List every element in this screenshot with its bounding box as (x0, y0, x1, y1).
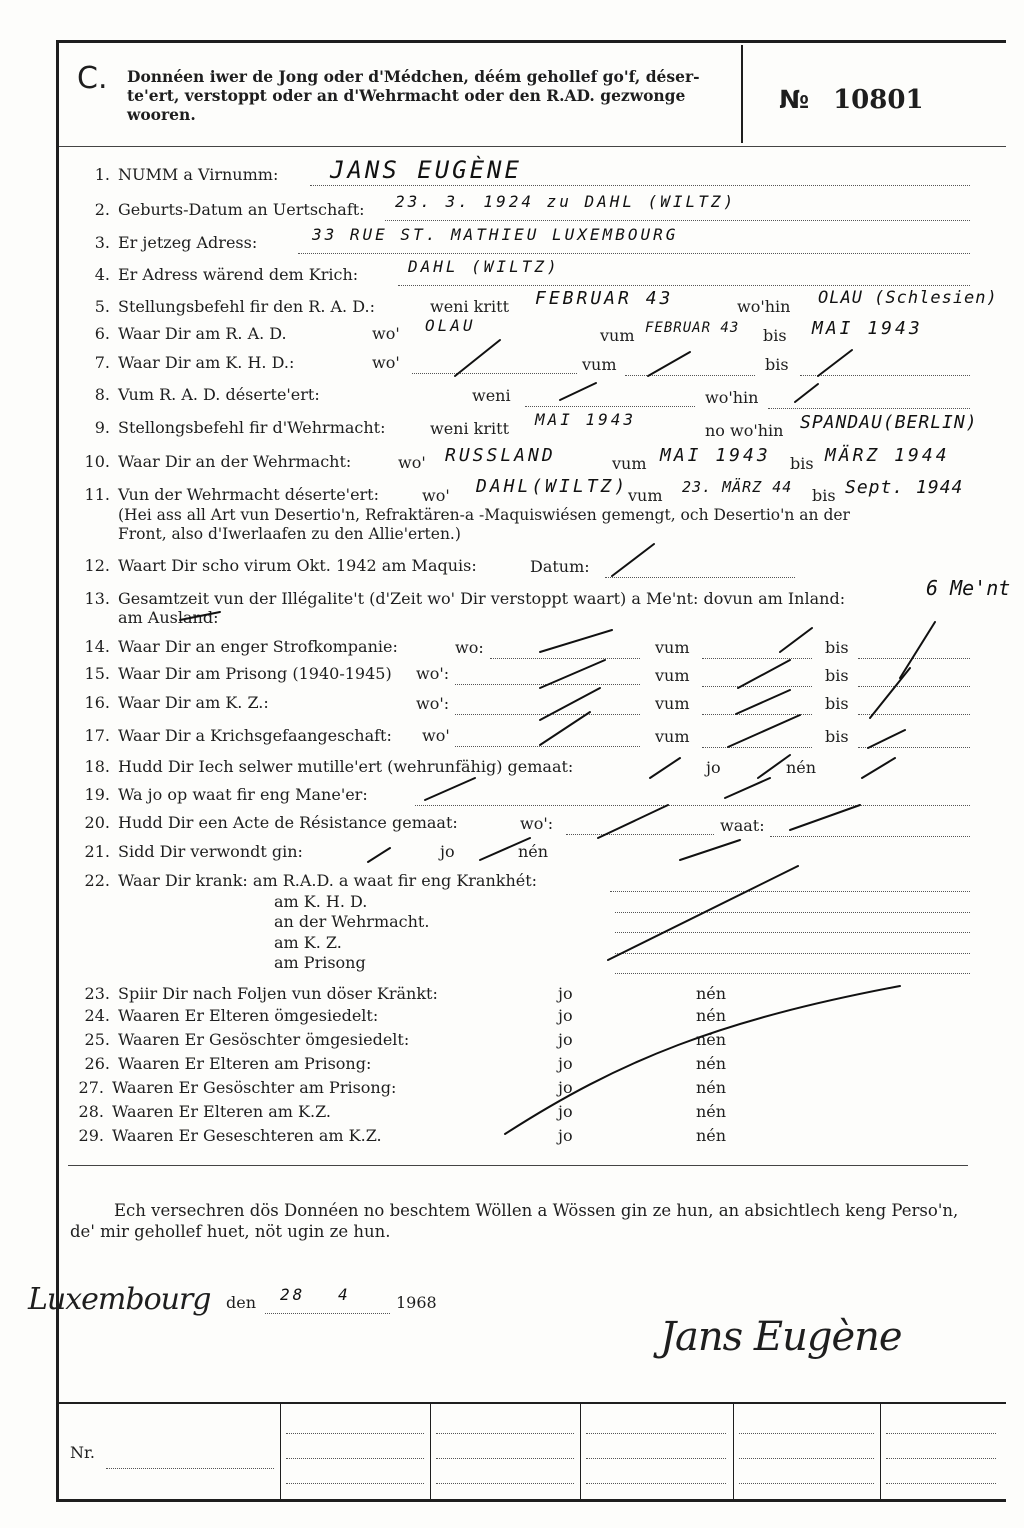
field-label: wo': (416, 664, 450, 683)
dotted-line (770, 823, 970, 837)
field-label: wo' (398, 453, 426, 472)
nr-label: Nr. (70, 1443, 95, 1462)
field-label: am Ausland: (118, 608, 219, 627)
row-20 (68, 813, 458, 832)
row-6 (68, 324, 287, 343)
wehrmacht-destination: SPANDAU(BERLIN) (800, 412, 978, 433)
field-label: nén (696, 984, 727, 1003)
dotted-line (298, 240, 970, 254)
row-number: 18. (84, 757, 110, 776)
dotted-line (610, 878, 970, 892)
illegality-duration: 6 Me'nt (926, 576, 1011, 600)
desertion-until: Sept. 1944 (845, 477, 964, 498)
illness-subfield: an der Wehrmacht. (274, 912, 430, 931)
row-label: Waar Dir am K. Z.: (118, 693, 269, 712)
row-number: 7. (94, 353, 110, 372)
row-number: 10. (84, 452, 110, 471)
row-label: Geburts-Datum an Uertschaft: (118, 200, 365, 219)
dotted-line (858, 701, 970, 715)
row-1 (68, 165, 278, 184)
rad-place: OLAU (425, 316, 476, 335)
row-label: Waar Dir a Krichsgefaangeschaft: (118, 726, 392, 745)
date-year: 1968 (396, 1293, 437, 1312)
row-15 (68, 664, 392, 683)
field-label: weni kritt (430, 297, 509, 316)
row-22 (68, 871, 537, 890)
field-label: jo (558, 1078, 573, 1097)
row-label: Waar Dir an enger Strofkompanie: (118, 637, 398, 656)
form-header (59, 43, 1006, 147)
dotted-line (436, 1420, 574, 1434)
dotted-line (615, 940, 970, 954)
row-label: Spiir Dir nach Foljen vun döser Kränkt: (118, 984, 438, 1003)
dotted-line (702, 734, 812, 748)
row-number: 17. (84, 726, 110, 745)
illness-subfield: am K. Z. (274, 933, 342, 952)
dotted-line (398, 272, 970, 286)
section-letter: C. (77, 61, 108, 96)
desertion-note: (Hei ass all Art vun Desertio'n, Refraktären-a -Maquiswiésen gemengt, och Desertio'n an der (118, 506, 850, 524)
wehrmacht-order-date: MAI 1943 (535, 410, 637, 429)
form-number: 10801 (833, 85, 924, 115)
dotted-line (286, 1470, 424, 1484)
field-label: vum (600, 326, 635, 345)
field-label: jo (706, 758, 721, 777)
declaration-text: Ech versechren dös Donnéen no beschtem Wöllen a Wössen gin ze hun, an absichtlech keng Perso'n, de' mir gehollef huet, nöt ugin ze hun. (70, 1201, 959, 1241)
field-label: jo (558, 1126, 573, 1145)
dotted-line (702, 673, 812, 687)
row-number: 4. (94, 265, 110, 284)
row-number: 5. (94, 297, 110, 316)
dotted-line (412, 360, 577, 374)
dotted-line (739, 1420, 874, 1434)
row-28 (62, 1102, 331, 1121)
row-3 (68, 233, 257, 252)
row-number: 2. (94, 200, 110, 219)
dotted-line (286, 1420, 424, 1434)
name-value: JANS EUGÈNE (330, 156, 522, 184)
row-label: Stellongsbefehl fir d'Wehrmacht: (118, 418, 386, 437)
table-top-border (59, 1402, 1006, 1404)
illness-subfield: am K. H. D. (274, 892, 368, 911)
field-label: bis (825, 727, 849, 746)
field-label: wo' (422, 726, 450, 745)
dotted-line (605, 564, 795, 578)
row-18 (68, 757, 573, 776)
field-label: bis (765, 355, 789, 374)
row-number: 14. (84, 637, 110, 656)
field-label: wo': (416, 694, 450, 713)
row-number: 13. (84, 589, 110, 608)
dotted-line (886, 1420, 996, 1434)
field-label: nén (696, 1078, 727, 1097)
dotted-line (525, 393, 695, 407)
field-label: vum (655, 694, 690, 713)
separator-line (68, 1165, 968, 1166)
field-label: wo' (372, 324, 400, 343)
field-label: vum (582, 355, 617, 374)
row-number: 8. (94, 385, 110, 404)
row-number: 12. (84, 556, 110, 575)
table-column-divider (580, 1403, 581, 1501)
table-column-divider (430, 1403, 431, 1501)
date-day: 28 (280, 1285, 306, 1304)
field-label: weni kritt (430, 419, 509, 438)
dotted-line (625, 362, 755, 376)
field-label: vum (628, 486, 663, 505)
field-label: nén (696, 1054, 727, 1073)
dotted-line (566, 821, 714, 835)
field-label: bis (825, 638, 849, 657)
field-label: nén (518, 842, 549, 861)
dotted-line (286, 1445, 424, 1459)
field-label: vum (655, 666, 690, 685)
desertion-note: Front, also d'Iwerlaafen zu den Allie'erten.) (118, 525, 461, 543)
field-label: wo: (455, 638, 484, 657)
wehrmacht-from: MAI 1943 (660, 445, 771, 466)
row-label: Vum R. A. D. déserte'ert: (118, 385, 320, 404)
row-number: 24. (84, 1006, 110, 1025)
dotted-line (455, 733, 640, 747)
rad-from: FEBRUAR 43 (645, 320, 740, 336)
row-label: Waaren Er Elteren ömgesiedelt: (118, 1006, 379, 1025)
dotted-line (455, 671, 640, 685)
birth-value: 23. 3. 1924 zu DAHL (WILTZ) (395, 192, 737, 211)
field-label: weni (472, 386, 511, 405)
row-23 (68, 984, 438, 1003)
row-19 (68, 785, 368, 804)
dotted-line (886, 1470, 996, 1484)
dotted-line (586, 1470, 726, 1484)
row-label: Waar Dir an der Wehrmacht: (118, 452, 352, 471)
dotted-line (310, 172, 970, 186)
row-label: Waaren Er Gesöschter am Prisong: (112, 1078, 397, 1097)
row-9 (68, 418, 386, 437)
form-title: Donnéen iwer de Jong oder d'Médchen, déém gehollef go'f, déser-te'ert, verstoppt oder an d'Wehrmacht oder den R.AD. gezwonge wooren. (127, 67, 700, 124)
row-label: Hudd Dir een Acte de Résistance gemaat: (118, 813, 458, 832)
table-column-divider (733, 1403, 734, 1501)
row-label: Vun der Wehrmacht déserte'ert: (118, 485, 379, 504)
row-number: 15. (84, 664, 110, 683)
dotted-line (702, 701, 812, 715)
row-number: 22. (84, 871, 110, 890)
dotted-line (702, 645, 812, 659)
field-label: bis (790, 454, 814, 473)
field-label: wo' (372, 353, 400, 372)
field-label: Datum: (530, 557, 590, 576)
row-label: Er jetzeg Adress: (118, 233, 258, 252)
row-number: 21. (84, 842, 110, 861)
row-25 (68, 1030, 409, 1049)
field-label: vum (655, 727, 690, 746)
row-16 (68, 693, 269, 712)
row-24 (68, 1006, 378, 1025)
dotted-line (615, 899, 970, 913)
dotted-line (265, 1300, 390, 1314)
row-number: 9. (94, 418, 110, 437)
row-8 (68, 385, 320, 404)
field-label: vum (655, 638, 690, 657)
dotted-line (615, 960, 970, 974)
row-label: Hudd Dir Iech selwer mutille'ert (wehrunfähig) gemaat: (118, 757, 574, 776)
row-label: Wa jo op waat fir eng Mane'er: (118, 785, 368, 804)
row-number: 1. (94, 165, 110, 184)
field-label: wo'hin (705, 388, 759, 407)
dotted-line (415, 792, 970, 806)
field-label: jo (558, 1030, 573, 1049)
row-label: Sidd Dir verwondt gin: (118, 842, 303, 861)
field-label: bis (812, 486, 836, 505)
row-number: 25. (84, 1030, 110, 1049)
wehrmacht-place: RUSSLAND (445, 445, 556, 466)
field-label: bis (825, 666, 849, 685)
row-label: Waart Dir scho virum Okt. 1942 am Maquis: (118, 556, 477, 575)
dotted-line (768, 395, 970, 409)
row-7 (68, 353, 294, 372)
row-number: 23. (84, 984, 110, 1003)
row-number: 20. (84, 813, 110, 832)
row-number: 19. (84, 785, 110, 804)
row-number: 6. (94, 324, 110, 343)
dotted-line (436, 1445, 574, 1459)
wehrmacht-until: MÄRZ 1944 (825, 445, 950, 466)
row-14 (68, 637, 398, 656)
war-address-value: DAHL (WILTZ) (408, 257, 560, 276)
signature-place: Luxembourg (28, 1282, 211, 1317)
table-column-divider (280, 1403, 281, 1501)
dotted-line (106, 1455, 274, 1469)
signature: Jans Eugène (660, 1314, 902, 1360)
row-21 (68, 842, 303, 861)
dotted-line (858, 645, 970, 659)
field-label: bis (825, 694, 849, 713)
row-label: Waar Dir am K. H. D.: (118, 353, 295, 372)
dotted-line (586, 1420, 726, 1434)
rad-order-date: FEBRUAR 43 (535, 288, 674, 309)
field-label: nén (696, 1102, 727, 1121)
row-26 (68, 1054, 371, 1073)
row-17 (68, 726, 392, 745)
row-number: 26. (84, 1054, 110, 1073)
field-label: nén (696, 1030, 727, 1049)
illness-subfield: am Prisong (274, 953, 366, 972)
address-value: 33 RUE ST. MATHIEU LUXEMBOURG (312, 225, 679, 244)
row-label: NUMM a Virnumm: (118, 165, 279, 184)
row-label: Waar Dir krank: am R.A.D. a waat fir eng Krankhét: (118, 871, 538, 890)
row-label: Waar Dir am Prisong (1940-1945) (118, 664, 392, 683)
field-label: bis (763, 326, 787, 345)
row-label: Waaren Er Elteren am K.Z. (112, 1102, 332, 1121)
dotted-line (800, 362, 970, 376)
desertion-from: 23. MÄRZ 44 (682, 478, 793, 496)
field-label: vum (612, 454, 647, 473)
table-column-divider (880, 1403, 881, 1501)
dotted-line (858, 673, 970, 687)
row-number: 11. (84, 485, 110, 504)
row-label: Stellungsbefehl fir den R. A. D.: (118, 297, 375, 316)
header-divider (741, 45, 743, 143)
rad-destination: OLAU (Schlesien) (818, 288, 998, 308)
field-label: jo (558, 1054, 573, 1073)
separator-line (68, 146, 968, 147)
rad-until: MAI 1943 (812, 318, 923, 339)
field-label: jo (558, 984, 573, 1003)
row-label: Gesamtzeit vun der Illégalite't (d'Zeit wo' Dir verstoppt waart) a Me'nt: dovun am Inland: (118, 589, 846, 608)
row-5 (68, 297, 375, 316)
field-label: no wo'hin (705, 421, 784, 440)
row-12 (68, 556, 477, 575)
form-number-box (779, 85, 924, 115)
field-label: wo': (520, 814, 554, 833)
row-label: Er Adress wärend dem Krich: (118, 265, 359, 284)
row-4 (68, 265, 358, 284)
row-label: Waaren Er Elteren am Prisong: (118, 1054, 372, 1073)
dotted-line (858, 734, 970, 748)
dotted-line (739, 1445, 874, 1459)
dotted-line (490, 645, 640, 659)
row-29 (62, 1126, 382, 1145)
field-label: waat: (720, 816, 765, 835)
row-number: 27. (78, 1078, 104, 1097)
date-prefix: den (226, 1293, 257, 1312)
row-13 (68, 589, 845, 608)
dotted-line (586, 1445, 726, 1459)
field-label: wo' (422, 486, 450, 505)
dotted-line (739, 1470, 874, 1484)
row-27 (62, 1078, 396, 1097)
row-label: Waaren Er Geseschteren am K.Z. (112, 1126, 382, 1145)
row-label: Waaren Er Gesöschter ömgesiedelt: (118, 1030, 410, 1049)
field-label: nén (786, 758, 817, 777)
row-number: 28. (78, 1102, 104, 1121)
dotted-line (436, 1470, 574, 1484)
dotted-line (886, 1445, 996, 1459)
row-number: 16. (84, 693, 110, 712)
row-label: Waar Dir am R. A. D. (118, 324, 287, 343)
row-11 (68, 485, 379, 504)
field-label: jo (558, 1102, 573, 1121)
field-label: nén (696, 1126, 727, 1145)
dotted-line (455, 701, 640, 715)
dotted-line (615, 919, 970, 933)
row-number: 29. (78, 1126, 104, 1145)
row-number: 3. (94, 233, 110, 252)
desertion-place: DAHL(WILTZ) (476, 476, 629, 497)
field-label: wo'hin (737, 297, 791, 316)
field-label: jo (558, 1006, 573, 1025)
row-2 (68, 200, 365, 219)
field-label: nén (696, 1006, 727, 1025)
number-symbol: № (779, 85, 810, 114)
field-label: jo (440, 842, 455, 861)
row-10 (68, 452, 351, 471)
dotted-line (385, 207, 970, 221)
date-month: 4 (338, 1285, 351, 1304)
